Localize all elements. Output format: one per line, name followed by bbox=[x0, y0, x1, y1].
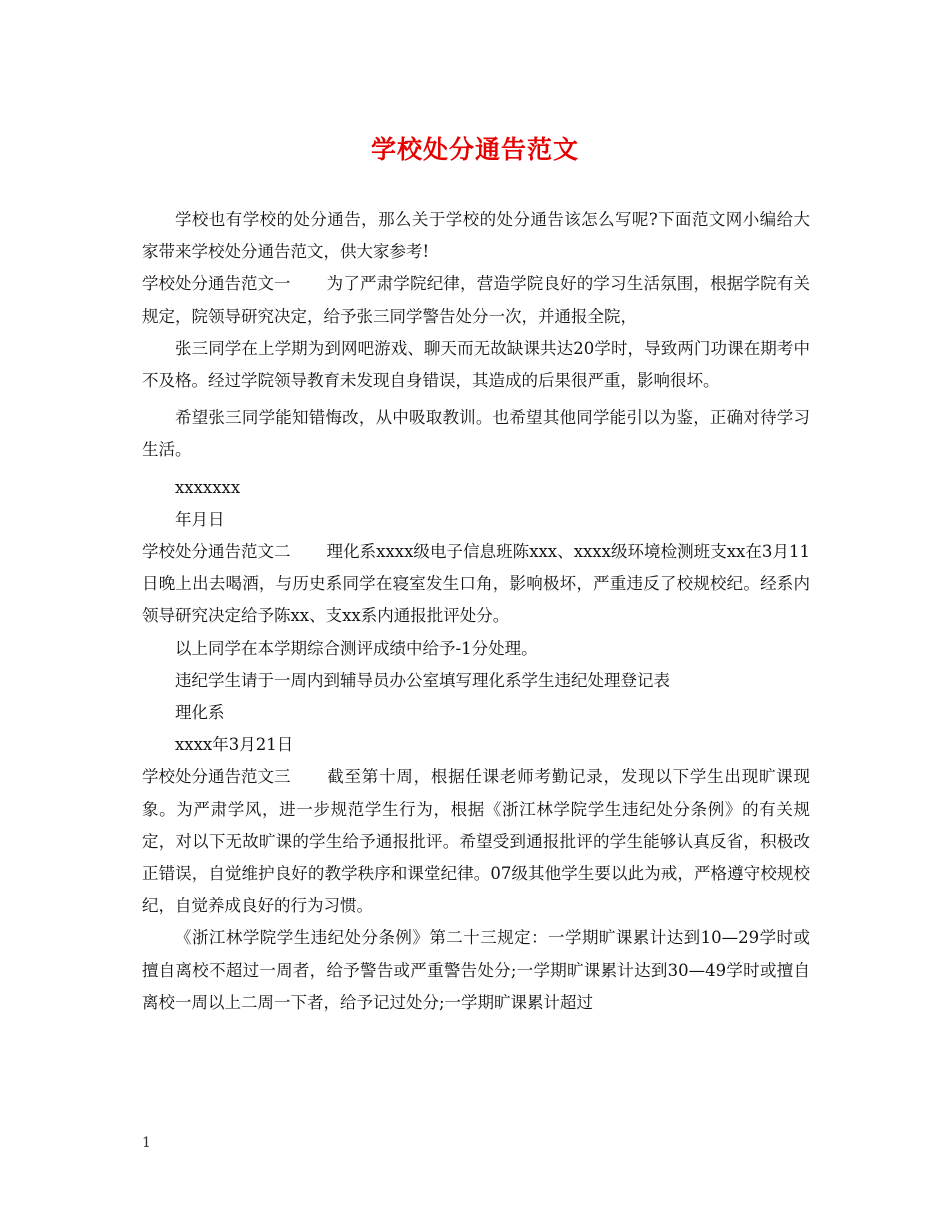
document-title: 学校处分通告范文 bbox=[370, 135, 579, 164]
section-3-paragraph bbox=[142, 761, 810, 922]
section-2-text: 理化系xxxx级电子信息班陈xxx、xxxx级环境检测班支xx在3月11日晚上出去喝酒，与历史系同学在寝室发生口角，影响极坏，严重违反了校规校纪。经系内领导研究决定给予陈xx、支xx系内通报批评处分。 bbox=[142, 542, 810, 626]
section-1-signature: xxxxxxx bbox=[175, 477, 241, 497]
section-3-paragraph-2: 《浙江林学院学生违纪处分条例》第二十三规定：一学期旷课累计达到10—29学时或擅自离校不超过一周者，给予警告或严重警告处分;一学期旷课累计达到30—49学时或擅自离校一周以上二周一下者，给予记过处分;一学期旷课累计超过 bbox=[142, 928, 810, 1012]
section-1-paragraph-3: 希望张三同学能知错悔改，从中吸取教训。也希望其他同学能引以为鉴，正确对待学习生活。 bbox=[142, 408, 810, 460]
section-2-label: 学校处分通告范文二 bbox=[142, 542, 291, 562]
section-2-paragraph-3: 违纪学生请于一周内到辅导员办公室填写理化系学生违纪处理登记表 bbox=[175, 670, 670, 690]
section-1-paragraph bbox=[142, 268, 810, 332]
section-2-signature: 理化系 bbox=[175, 703, 225, 723]
section-2-paragraph bbox=[142, 536, 810, 633]
section-3-label: 学校处分通告范文三 bbox=[142, 767, 291, 787]
document-body bbox=[142, 204, 810, 1019]
section-2-date: xxxx年3月21日 bbox=[175, 735, 294, 755]
section-3-text: 截至第十周，根据任课老师考勤记录，发现以下学生出现旷课现象。为严肃学风，进一步规范学生行为，根据《浙江林学院学生违纪处分条例》的有关规定，对以下无故旷课的学生给予通报批评。希望受到通报批评的学生能够认真反省，积极改正错误，自觉维护良好的教学秩序和课堂纪律。07级其他学生要以此为戒，严格遵守校规校纪，自觉养成良好的行为习惯。 bbox=[142, 767, 810, 916]
section-1-text: 为了严肃学院纪律，营造学院良好的学习生活氛围，根据学院有关规定，院领导研究决定，给予张三同学警告处分一次，并通报全院， bbox=[142, 274, 810, 326]
section-2-paragraph-2: 以上同学在本学期综合测评成绩中给予-1分处理。 bbox=[175, 638, 538, 658]
section-1-date: 年月日 bbox=[175, 509, 225, 529]
section-1-label: 学校处分通告范文一 bbox=[142, 274, 291, 294]
page-number: 1 bbox=[142, 1135, 151, 1151]
section-1-paragraph-2: 张三同学在上学期为到网吧游戏、聊天而无故缺课共达20学时，导致两门功课在期考中不及格。经过学院领导教育未发现自身错误，其造成的后果很严重，影响很坏。 bbox=[142, 338, 810, 391]
intro-paragraph: 学校也有学校的处分通告，那么关于学校的处分通告该怎么写呢?下面范文网小编给大家带来学校处分通告范文，供大家参考! bbox=[142, 210, 810, 262]
